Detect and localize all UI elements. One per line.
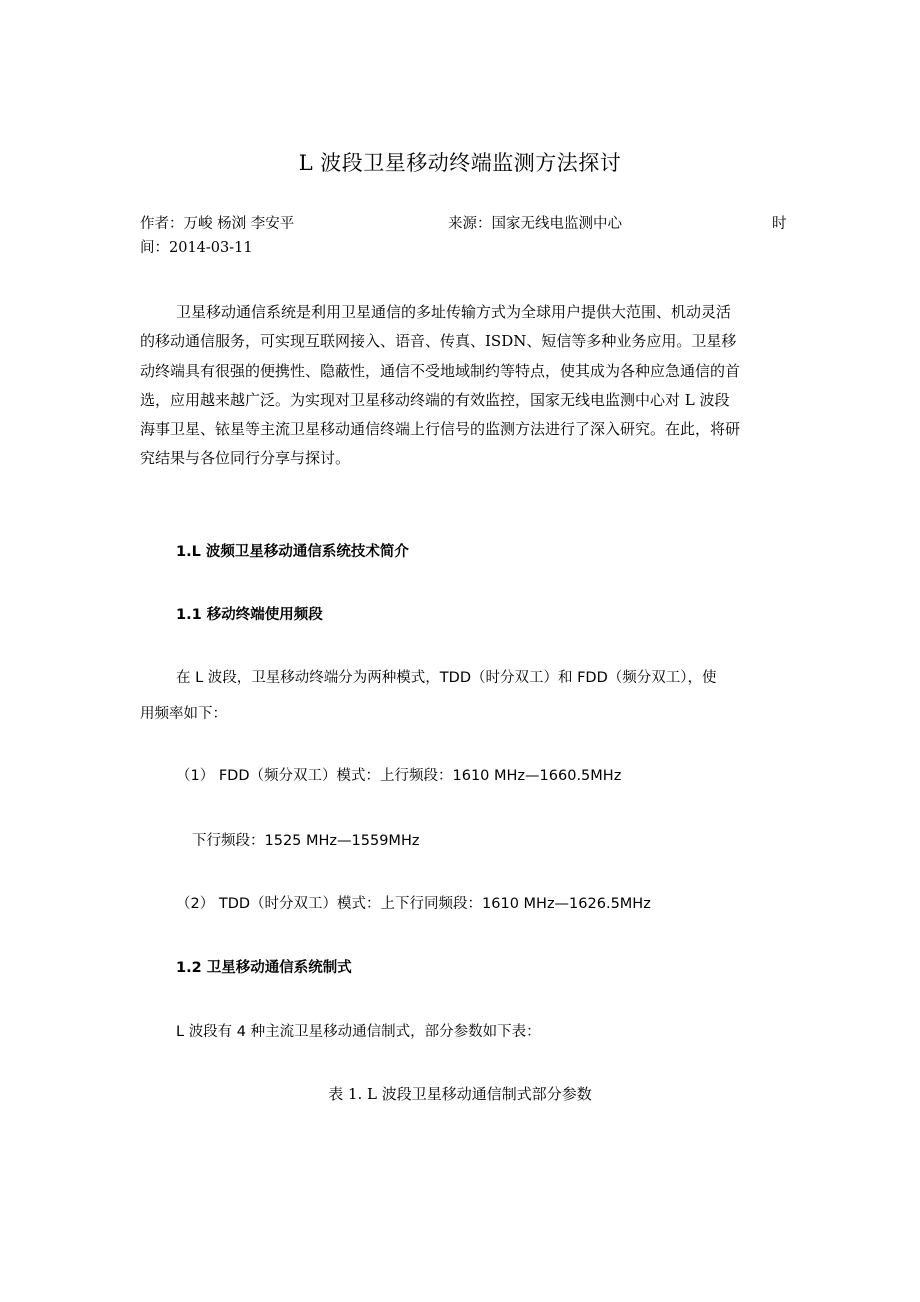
intro-line: 海事卫星、铱星等主流卫星移动通信终端上行信号的监测方法进行了深入研究。在此，将研 bbox=[140, 420, 741, 439]
source-line: 来源：国家无线电监测中心 bbox=[448, 216, 622, 232]
time-label-part1: 时 bbox=[772, 216, 787, 232]
systems-intro-line: L 波段有 4 种主流卫星移动通信制式，部分参数如下表： bbox=[176, 1024, 541, 1040]
section-heading-1-1: 1.1 移动终端使用频段 bbox=[176, 607, 323, 623]
article-title: L 波段卫星移动终端监测方法探讨 bbox=[298, 151, 622, 175]
section-heading-1: 1.L 波频卫星移动通信系统技术简介 bbox=[176, 544, 409, 560]
time-line: 间：2014-03-11 bbox=[140, 240, 253, 256]
band-intro-line-1: 在 L 波段，卫星移动终端分为两种模式，TDD（时分双工）和 FDD（频分双工），使 bbox=[176, 670, 717, 686]
intro-line: 究结果与各位同行分享与探讨。 bbox=[140, 449, 351, 468]
intro-line: 选，应用越来越广泛。为实现对卫星移动终端的有效监控，国家无线电监测中心对 L 波段 bbox=[140, 390, 730, 409]
band-intro-line-2: 用频率如下： bbox=[140, 706, 227, 722]
intro-line: 动终端具有很强的便携性、隐蔽性，通信不受地域制约等特点，使其成为各种应急通信的首 bbox=[140, 361, 741, 380]
table-caption: 表 1. L 波段卫星移动通信制式部分参数 bbox=[328, 1085, 592, 1103]
section-heading-1-2: 1.2 卫星移动通信系统制式 bbox=[176, 960, 352, 976]
author-line: 作者：万峻 杨浏 李安平 bbox=[140, 216, 295, 232]
intro-paragraph bbox=[140, 298, 790, 474]
intro-line: 的移动通信服务，可实现互联网接入、语音、传真、ISDN、短信等多种业务应用。卫星移 bbox=[140, 332, 737, 351]
fdd-downlink-line: 下行频段：1525 MHz—1559MHz bbox=[192, 833, 420, 849]
fdd-mode-line: （1） FDD（频分双工）模式：上行频段：1610 MHz—1660.5MHz bbox=[176, 768, 622, 784]
intro-line: 卫星移动通信系统是利用卫星通信的多址传输方式为全球用户提供大范围、机动灵活 bbox=[176, 303, 732, 321]
tdd-mode-line: （2） TDD（时分双工）模式：上下行同频段：1610 MHz—1626.5MHz bbox=[176, 896, 651, 912]
